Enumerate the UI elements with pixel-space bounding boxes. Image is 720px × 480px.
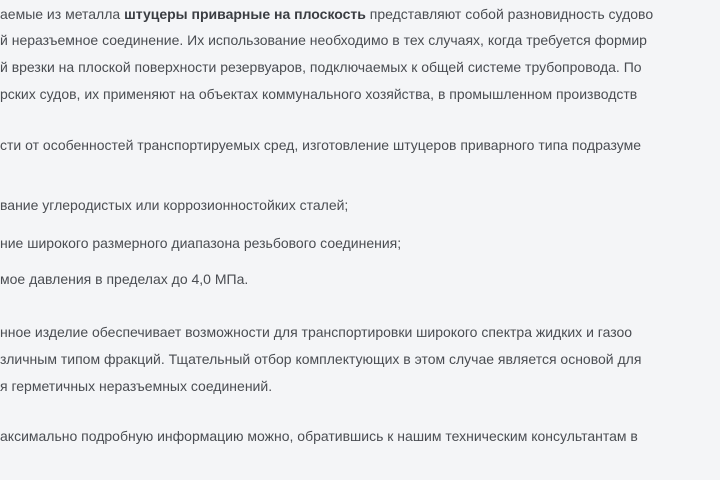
paragraph-1-line-3: й врезки на плоской поверхности резервуаров, подключаемых к общей системе трубопровода. По xyxy=(0,59,642,75)
paragraph-3-line-1: нное изделие обеспечивает возможности для транспортировки широкого спектра жидких и газоо xyxy=(0,324,633,340)
paragraph-4-line-1: аксимально подробную информацию можно, обратившись к нашим техническим консультантам в xyxy=(0,428,638,444)
paragraph-1-line-1 xyxy=(0,2,653,27)
paragraph-1-line-1-start: аемые из металла xyxy=(0,6,125,22)
product-name-bold: штуцеры приварные на плоскость xyxy=(124,6,366,22)
list-item: ние широкого размерного диапазона резьбового соединения; xyxy=(0,235,402,251)
paragraph-1-line-2: й неразъемное соединение. Их использование необходимо в тех случаях, когда требуется формир xyxy=(0,32,647,48)
list-item: вание углеродистых или коррозионностойких сталей; xyxy=(0,197,349,213)
paragraph-1-line-1-end: представляют собой разновидность судово xyxy=(365,6,654,22)
paragraph-1-line-4: рских судов, их применяют на объектах коммунального хозяйства, в промышленном производств xyxy=(0,86,638,102)
paragraph-2-line-1: сти от особенностей транспортируемых сред, изготовление штуцеров приварного типа подразуме xyxy=(0,137,642,153)
paragraph-3-line-3: я герметичных неразъемных соединений. xyxy=(0,378,273,394)
list-item: мое давления в пределах до 4,0 МПа. xyxy=(0,271,249,287)
paragraph-3-line-2: зличным типом фракций. Тщательный отбор комплектующих в этом случае является основой для xyxy=(0,351,642,367)
